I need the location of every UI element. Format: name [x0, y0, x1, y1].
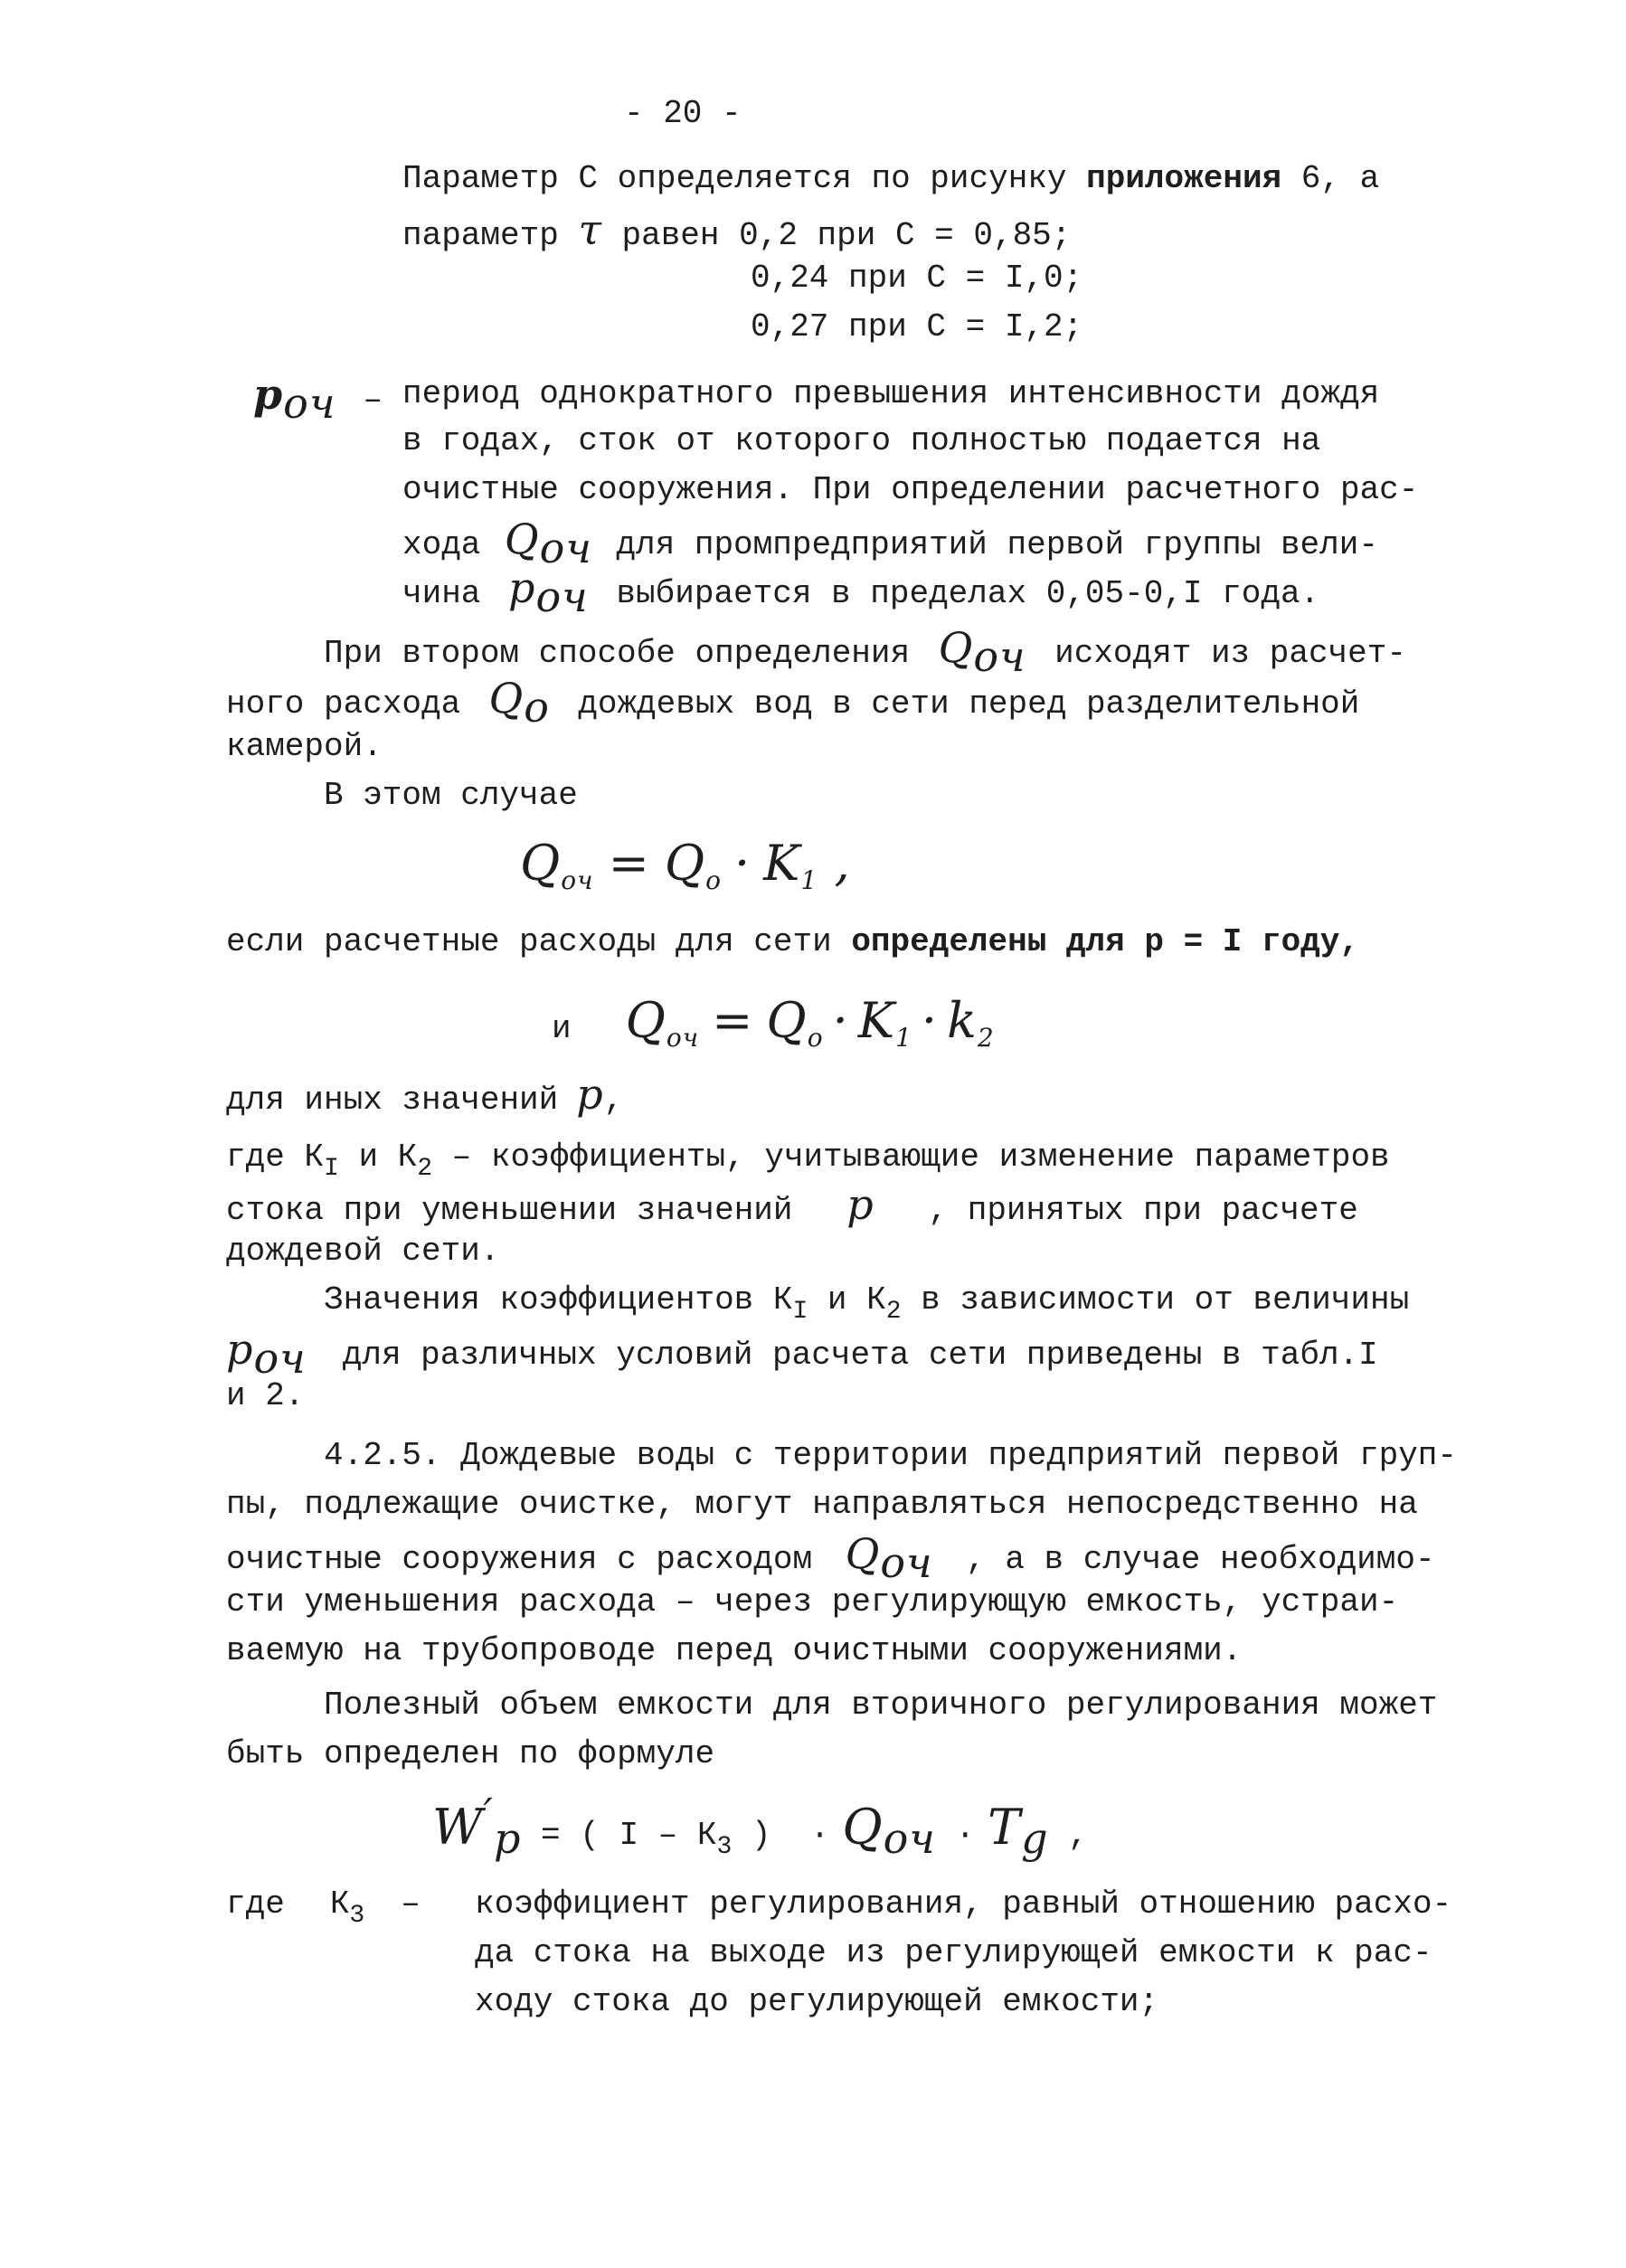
k3-def-line-3: ходу стока до регулирующей емкости;: [475, 1983, 1159, 2020]
condition-1: если расчетные расходы для сети определены для р = I году,: [226, 923, 1360, 960]
second-method-line-2: ного расхода $Q_о$ дождевых вод в сети перед разделительной: [226, 674, 1360, 732]
section-425-line-5: ваемую на трубопроводе перед очистными сооружениями.: [226, 1632, 1243, 1669]
section-425-line-1: 4.2.5. Дождевые воды с территории предприятий первой груп-: [324, 1437, 1458, 1474]
formula-2: и $Q_{оч} = Q_о \cdot K_1 \cdot k_2$: [552, 992, 995, 1053]
section-425-line-4: сти уменьшения расхода – через регулирующую емкость, устраи-: [226, 1583, 1399, 1621]
p-oc-def-line-2: в годах, сток от которого полностью подается на: [402, 422, 1321, 459]
p-oc-def-line-1: период однократного превышения интенсивности дождя: [402, 375, 1380, 412]
second-method-line-1: При втором способе определения $Q_{оч}$ исходят из расчет-: [324, 623, 1406, 681]
coefficients-line-2: стока при уменьшении значений p , принятых при расчете: [226, 1180, 1358, 1229]
second-method-line-4: В этом случае: [324, 777, 578, 814]
coefficients-line-3: дождевой сети.: [226, 1233, 500, 1270]
params-line-2: параметр τ равен 0,2 при С = 0,85;: [402, 205, 1072, 254]
formula-1: $Q_{оч} = Q_о \cdot K_1$ ,: [520, 835, 851, 895]
k3-where: где $К_3$ –: [226, 1885, 421, 1930]
table-ref-line-2: $p_{оч}$ для различных условий расчета сети приведены в табл.I: [226, 1325, 1378, 1383]
condition-2: для иных значений p,: [226, 1070, 624, 1119]
params-line-1: Параметр С определяется по рисунку приложения 6, а: [402, 160, 1380, 197]
section-425-line-3: очистные сооружения с расходом $Q_{оч}$ , а в случае необходимо-: [226, 1529, 1435, 1587]
params-line-3: 0,24 при С = I,0;: [751, 260, 1083, 297]
k3-def-line-2: да стока на выходе из регулирующей емкости к рас-: [475, 1934, 1432, 1971]
k3-def-line-1: коэффициент регулирования, равный отношению расхо-: [475, 1885, 1452, 1923]
page-number: - 20 -: [624, 95, 742, 132]
volume-line-2: быть определен по формуле: [226, 1735, 715, 1772]
tau-symbol: τ: [578, 205, 602, 254]
p-oc-term: $p_{оч}$ –: [253, 370, 383, 428]
params-line-4: 0,27 при С = I,2;: [751, 308, 1083, 345]
section-425-line-2: пы, подлежащие очистке, могут направляться непосредственно на: [226, 1486, 1418, 1523]
table-ref-line-3: и 2.: [226, 1377, 305, 1414]
p-oc-def-line-4: хода $Q_{оч}$ для промпредприятий первой группы вели-: [402, 515, 1378, 572]
second-method-line-3: камерой.: [226, 728, 383, 765]
p-oc-def-line-5: чина $p_{оч}$ выбирается в пределах 0,05-0,I года.: [402, 563, 1320, 621]
formula-3: $W'_p$ = ( I – $К_3$ ) · $Q_{оч} \cdot T_g$ ,: [432, 1789, 1088, 1863]
p-oc-def-line-3: очистные сооружения. При определении расчетного рас-: [402, 471, 1419, 508]
table-ref-line-1: Значения коэффициентов $К_I$ и $К_2$ в зависимости от величины: [324, 1281, 1410, 1326]
coefficients-line-1: где $К_I$ и $К_2$ – коэффициенты, учитывающие изменение параметров: [226, 1139, 1390, 1183]
volume-line-1: Полезный объем емкости для вторичного регулирования может: [324, 1687, 1438, 1724]
